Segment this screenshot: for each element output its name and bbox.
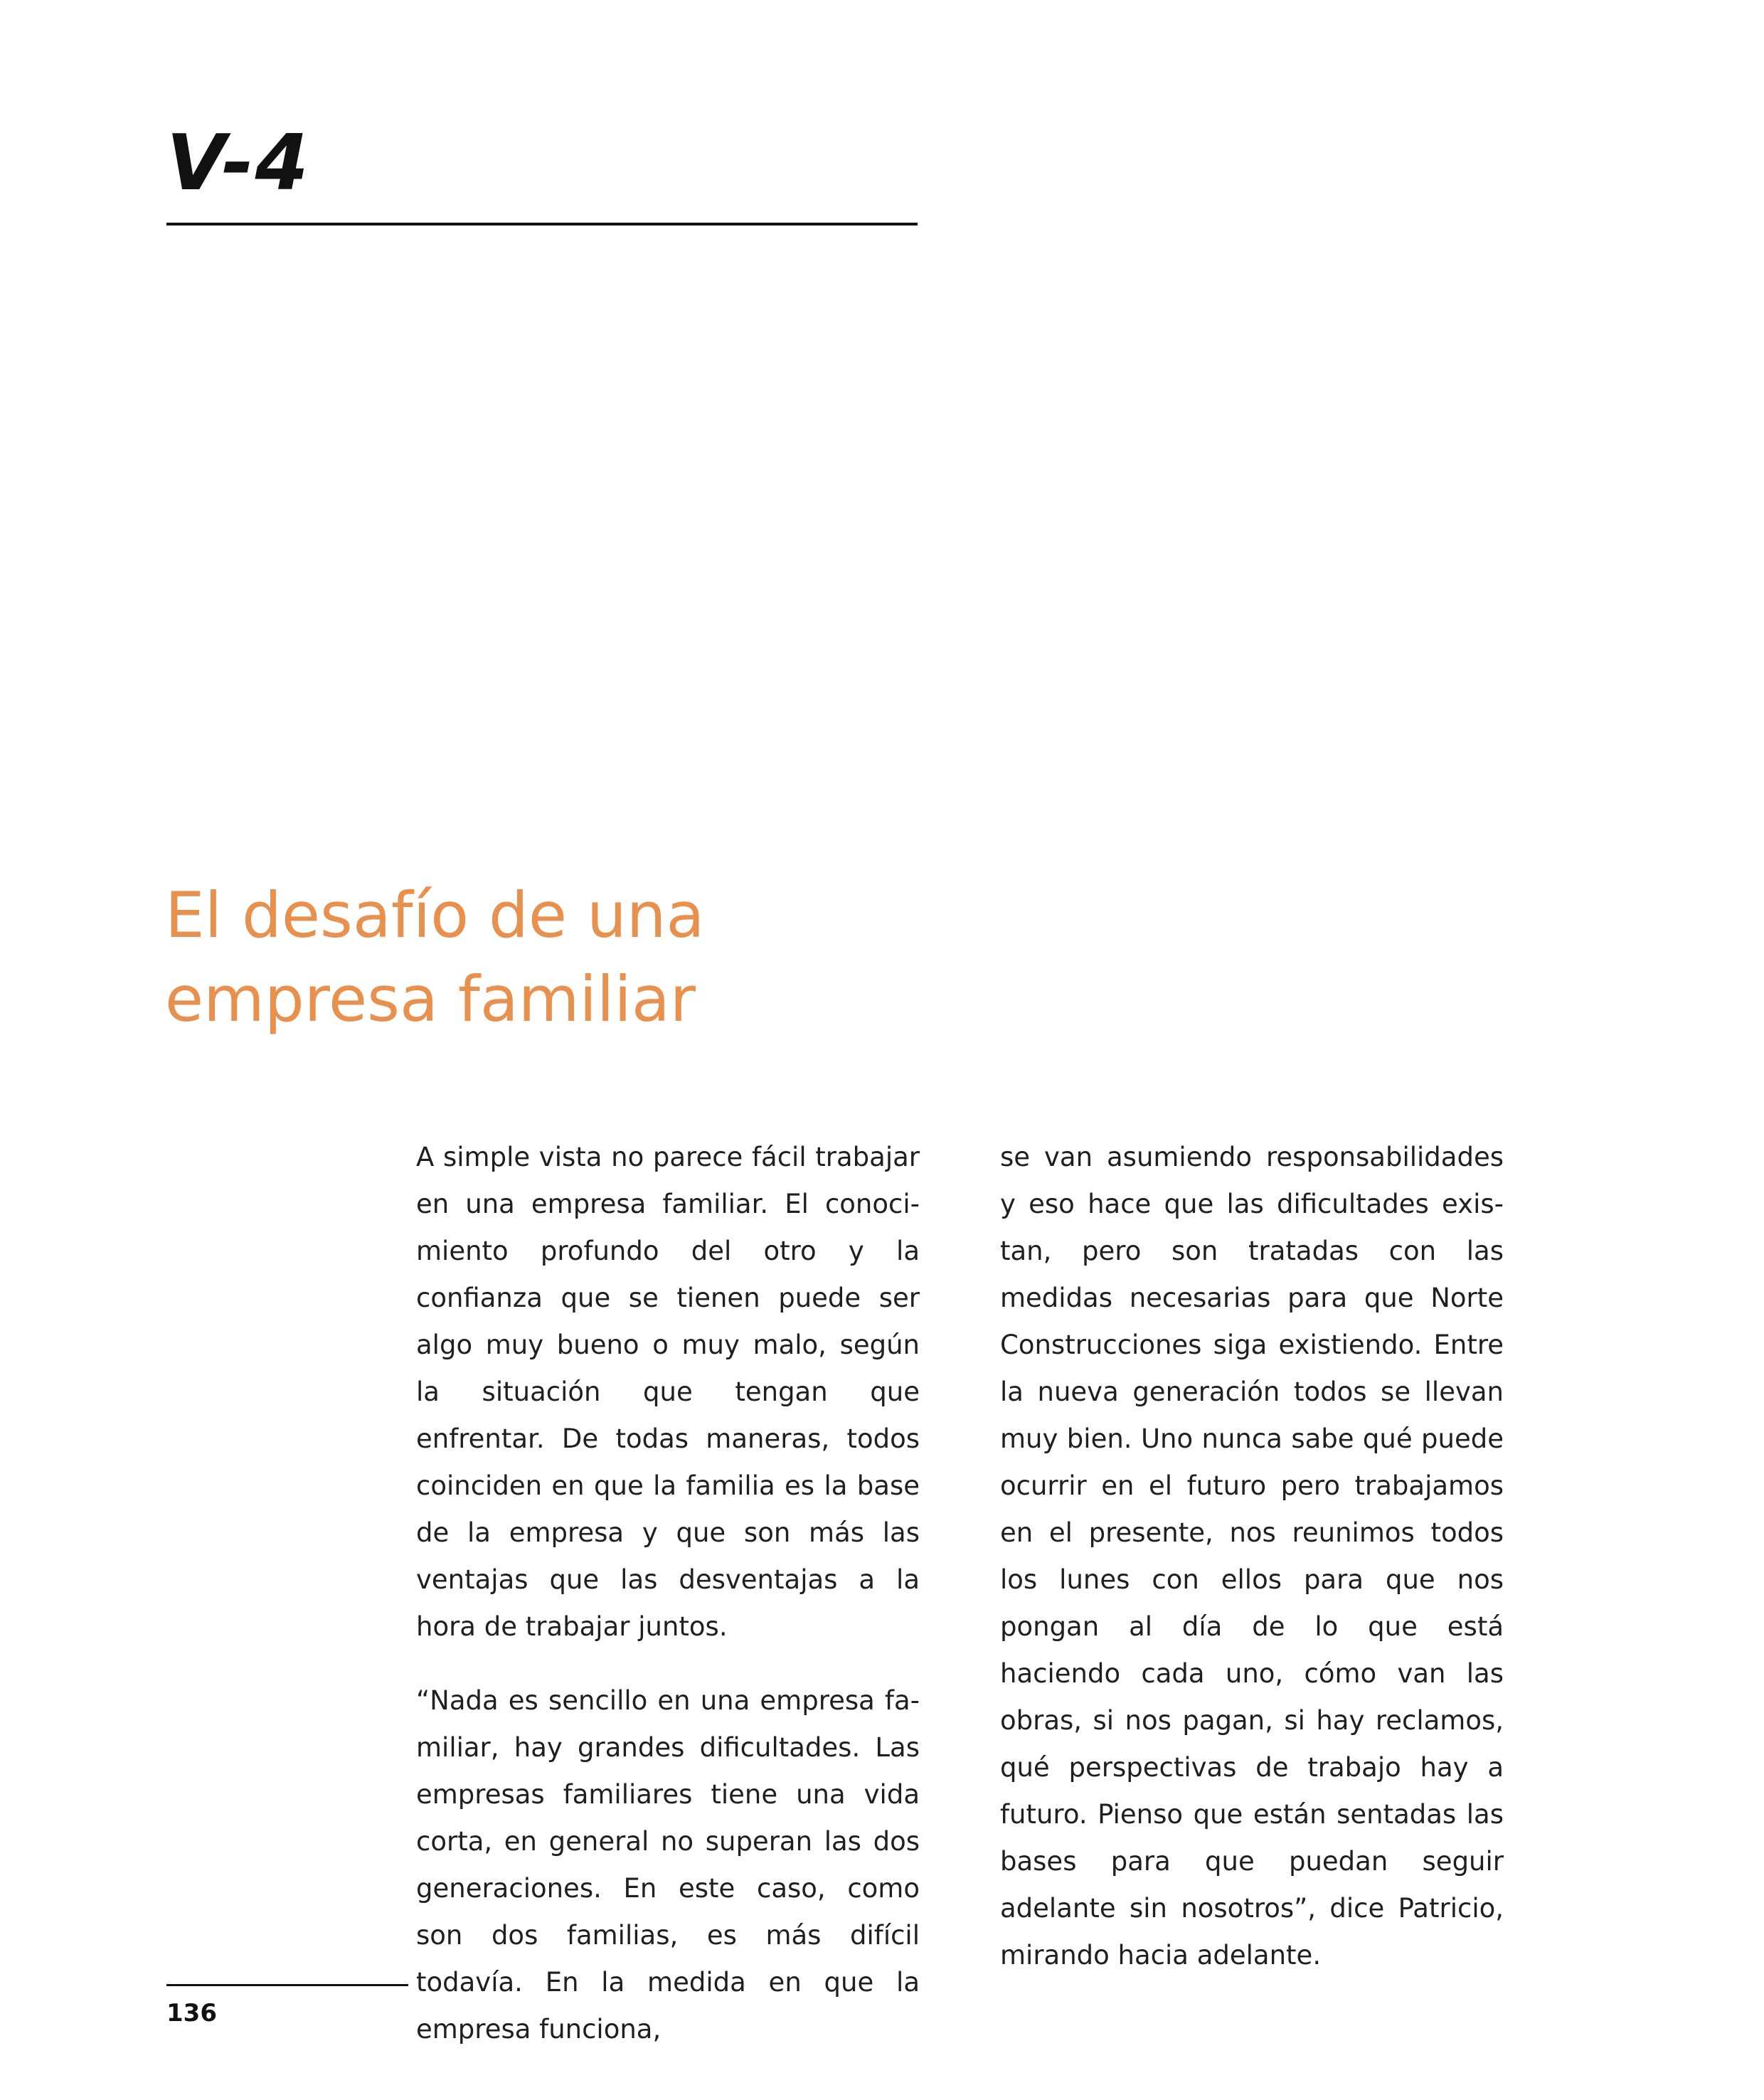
section-title <box>165 874 1019 1041</box>
body-paragraph: se van asumiendo responsabilidades y eso hace que las dificultades existan, pero son tratadas con las medidas necesarias para que Norte Construcciones siga existiendo. Entre la nueva generación todos se llevan muy bien. Uno nunca sabe qué puede ocurrir en el futuro pero trabajamos en el presente, nos reunimos todos los lunes con ellos para que nos pongan al día de lo que está haciendo cada uno, cómo van las obras, si nos pagan, si hay reclamos, qué perspectivas de trabajo hay a futuro. Pienso que están sentadas las bases para que puedan seguir adelante sin nosotros”, dice Patricio, mirando hacia adelante. <box>1000 1142 1504 1971</box>
section-title-line-2: empresa familiar <box>165 962 696 1036</box>
section-title-line-1: El desafío de una <box>165 879 705 952</box>
body-paragraph: “Nada es sencillo en una empresa familiar, hay grandes dificultades. Las empresas familiares tiene una vida corta, en general no superan las dos generaciones. En este caso, como son dos familias, es más difícil todavía. En la medida en que la empresa funciona, <box>416 1685 920 2045</box>
chapter-divider <box>166 223 918 226</box>
chapter-label: V-4 <box>166 119 310 208</box>
footer-divider <box>166 1984 408 1986</box>
page-number: 136 <box>166 1999 217 2027</box>
body-column-right <box>1000 1134 1504 2006</box>
body-paragraph: A simple vista no parece fácil trabajar en una empresa familiar. El conocimiento profundo del otro y la confianza que se tienen puede ser algo muy bueno o muy malo, según la situación que tengan que enfrentar. De todas maneras, todos coinciden en que la familia es la base de la empresa y que son más las ventajas que las desventajas a la hora de trabajar juntos. <box>416 1142 920 1642</box>
body-column-left <box>416 1134 920 2080</box>
